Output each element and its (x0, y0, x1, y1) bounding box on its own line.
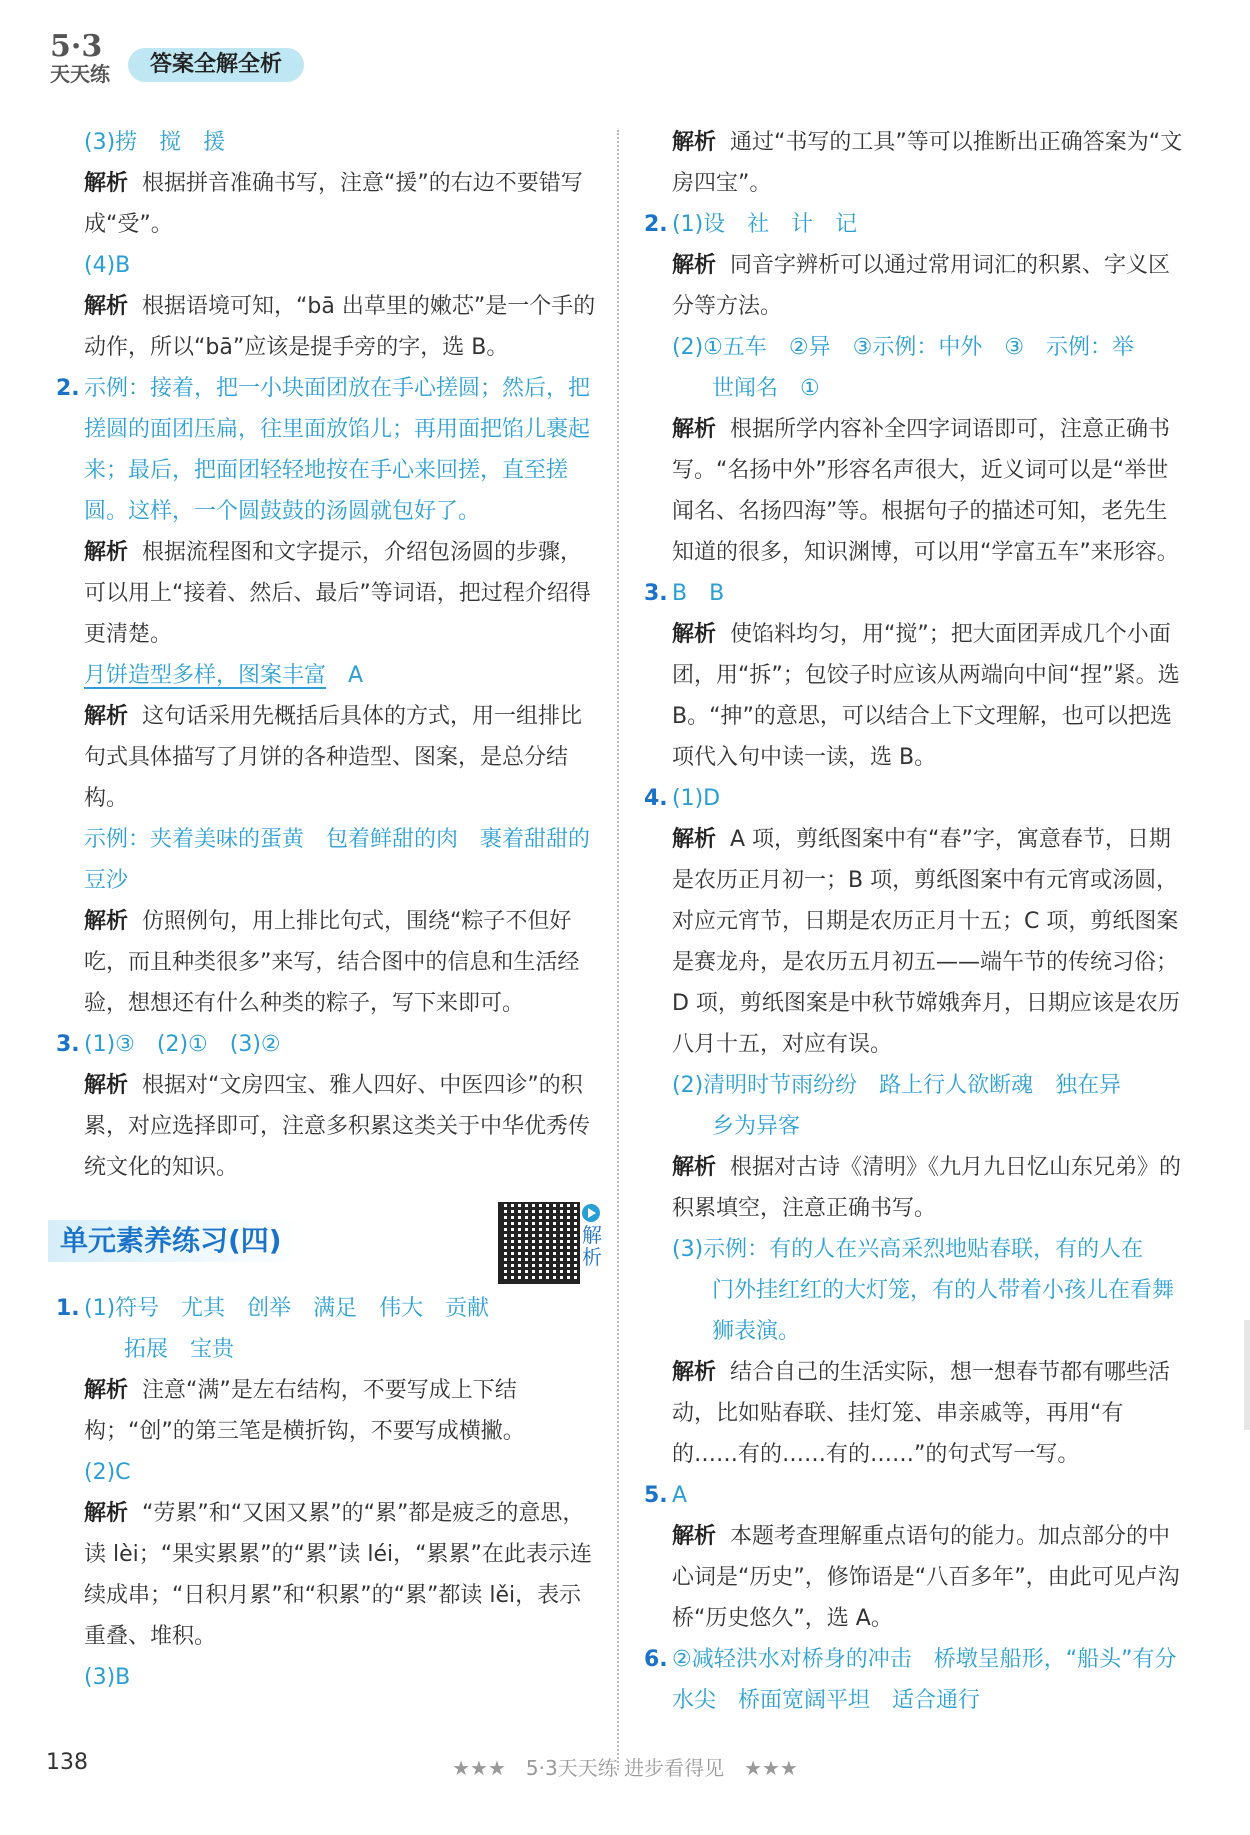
explanation (84, 532, 599, 655)
column-divider (617, 130, 619, 1770)
header-title: 答案全解全析 (128, 48, 304, 82)
line-text: (3)捞 搅 援 (84, 130, 226, 155)
answer-line (84, 819, 599, 901)
qr-code (498, 1202, 580, 1284)
answer-continuation: 乡为异客 (712, 1114, 801, 1139)
explanation (672, 1352, 1187, 1475)
explanation-tag: 解析 (672, 827, 717, 852)
line-text: A 项，剪纸图案中有“春”字，寓意春节，日期是农历正月初一；B 项，剪纸图案中有元宵或汤圆，对应元宵节，日期是农历正月十五；C 项，剪纸图案是赛龙舟，是农历五月初五——端午节的传统习俗；D 项，剪纸图案是中秋节嫦娥奔月，日期应该是农历八月十五，对应有误。 (672, 827, 1180, 1057)
explanation-tag: 解析 (672, 1360, 717, 1385)
answer-line (56, 1288, 599, 1329)
line-text: 示例：接着，把一小块面团放在手心搓圆；然后，把搓圆的面团压扁，往里面放馅儿；再用面把馅儿裹起来；最后，把面团轻轻地按在手心来回搓，直至搓圆。这样，一个圆鼓鼓的汤圆就包好了。 (84, 376, 591, 524)
line-text: 注意“满”是左右结构，不要写成上下结构；“创”的第三笔是横折钩，不要写成横撇。 (84, 1378, 525, 1444)
answer-line (84, 1452, 599, 1493)
explanation-tag: 解析 (84, 540, 129, 565)
line-text: A (326, 663, 364, 688)
line-text: 结合自己的生活实际，想一想春节都有哪些活动，比如贴春联、挂灯笼、串亲戚等，再用“有的……有的……有的……”的句式写一写。 (672, 1360, 1171, 1467)
answer-line (84, 245, 599, 286)
answer-line (644, 778, 1187, 819)
line-text: (1)③ (2)① (3)② (84, 1032, 281, 1057)
section-header (48, 1202, 602, 1282)
answer-continuation: 门外挂红红的大灯笼，有的人带着小孩儿在看舞狮表演。 (712, 1278, 1175, 1344)
answer-continuation: 世闻名 ① (712, 376, 820, 401)
line-text: (2)清明时节雨纷纷 路上行人欲断魂 独在异 (672, 1073, 1122, 1098)
explanation (84, 1370, 599, 1452)
explanation-tag: 解析 (84, 909, 129, 934)
answer-line (644, 573, 1187, 614)
page-number: 138 (46, 1750, 88, 1775)
underlined-answer: 月饼造型多样，图案丰富 (84, 663, 327, 688)
question-number: 4. (644, 786, 668, 811)
answer-continuation: 拓展 宝贵 (124, 1337, 235, 1362)
explanation (672, 122, 1187, 204)
answer-line (56, 1024, 599, 1065)
line-text: (1)设 社 计 记 (672, 212, 858, 237)
line-text: 根据流程图和文字提示，介绍包汤圆的步骤，可以用上“接着、然后、最后”等词语，把过程介绍得更清楚。 (84, 540, 591, 647)
explanation-tag: 解析 (672, 1524, 717, 1549)
question-number: 5. (644, 1483, 668, 1508)
line-text: 根据所学内容补全四字词语即可，注意正确书写。“名扬中外”形容名声很大，近义词可以是“举世闻名、名扬四海”等。根据句子的描述可知，老先生知道的很多，知识渊博，可以用“学富五车”来形容。 (672, 417, 1179, 565)
answer-line (672, 1229, 1187, 1270)
answer-line (84, 655, 599, 696)
play-icon (582, 1204, 600, 1222)
answer-line (672, 1065, 1187, 1106)
footer-slogan: ★★★ 5·3天天练 进步看得见 ★★★ (452, 1756, 798, 1780)
explanation-tag: 解析 (84, 294, 129, 319)
line-text: (1)D (672, 786, 721, 811)
answer-line (56, 368, 599, 532)
line-text: (2)C (84, 1460, 131, 1485)
answer-line (644, 1639, 1187, 1721)
explanation-tag: 解析 (672, 417, 717, 442)
line-text: ②减轻洪水对桥身的冲击 桥墩呈船形，“船头”有分水尖 桥面宽阔平坦 适合通行 (672, 1647, 1177, 1713)
question-number: 2. (644, 212, 668, 237)
explanation-tag: 解析 (84, 1378, 129, 1403)
line-text: (3)B (84, 1665, 131, 1690)
line-text: B B (672, 581, 725, 606)
line-text: (2)①五车 ②异 ③示例：中外 ③ 示例：举 (672, 335, 1135, 360)
page-header (50, 30, 330, 90)
answer-line (644, 1475, 1187, 1516)
explanation-tag: 解析 (84, 1501, 129, 1526)
question-number: 2. (56, 376, 80, 401)
left-column (56, 122, 602, 1698)
line-text: 通过“书写的工具”等可以推断出正确答案为“文房四宝”。 (672, 130, 1183, 196)
line-text: 本题考查理解重点语句的能力。加点部分的中心词是“历史”，修饰语是“八百多年”，由此可见卢沟桥“历史悠久”，选 A。 (672, 1524, 1180, 1631)
line-text: 同音字辨析可以通过常用词汇的积累、字义区分等方法。 (672, 253, 1171, 319)
explanation (84, 163, 599, 245)
line-text: 示例：夹着美味的蛋黄 包着鲜甜的肉 裹着甜甜的豆沙 (84, 827, 591, 893)
section-title: 单元素养练习(四) (48, 1220, 300, 1262)
explanation-tag: 解析 (672, 130, 717, 155)
line-text: A (672, 1483, 688, 1508)
line-text: “劳累”和“又困又累”的“累”都是疲乏的意思，读 lèi；“果实累累”的“累”读 léi，“累累”在此表示连续成串；“日积月累”和“积累”的“累”都读 lěi，表示重叠、堆积。 (84, 1501, 592, 1649)
line-text: 根据拼音准确书写，注意“援”的右边不要错写成“受”。 (84, 171, 583, 237)
explanation-tag: 解析 (672, 622, 717, 647)
explanation-tag: 解析 (84, 1073, 129, 1098)
question-number: 6. (644, 1647, 668, 1672)
explanation (84, 1493, 599, 1657)
line-text: 这句话采用先概括后具体的方式，用一组排比句式具体描写了月饼的各种造型、图案，是总分结构。 (84, 704, 583, 811)
explanation-tag: 解析 (672, 253, 717, 278)
question-number: 3. (56, 1032, 80, 1057)
answer-line (84, 1657, 599, 1698)
line-text: 仿照例句，用上排比句式，围绕“粽子不但好吃，而且种类很多”来写，结合图中的信息和生活经验，想想还有什么种类的粽子，写下来即可。 (84, 909, 580, 1016)
edge-tab (1244, 1320, 1250, 1430)
line-text: (3)示例：有的人在兴高采烈地贴春联，有的人在 (672, 1237, 1144, 1262)
qr-label-text: 解析 (582, 1223, 602, 1269)
explanation (672, 1147, 1187, 1229)
answer-line (84, 122, 599, 163)
explanation (84, 696, 599, 819)
explanation (672, 245, 1187, 327)
line-text: 根据对古诗《清明》《九月九日忆山东兄弟》的积累填空，注意正确书写。 (672, 1155, 1182, 1221)
line-text: 使馅料均匀，用“搅”；把大面团弄成几个小面团，用“拆”；包饺子时应该从两端向中间“捏”紧。选 B。“抻”的意思，可以结合上下文理解，也可以把选项代入句中读一读，选 B。 (672, 622, 1180, 770)
question-number: 1. (56, 1296, 80, 1321)
explanation (84, 901, 599, 1024)
explanation-tag: 解析 (672, 1155, 717, 1180)
explanation (84, 1065, 599, 1188)
explanation (672, 409, 1187, 573)
explanation (84, 286, 599, 368)
line-text: (4)B (84, 253, 131, 278)
answer-line (672, 327, 1187, 368)
line-text: (1)符号 尤其 创举 满足 伟大 贡献 (84, 1296, 490, 1321)
explanation-tag: 解析 (84, 704, 129, 729)
explanation-tag: 解析 (84, 171, 129, 196)
right-column (644, 122, 1187, 1721)
qr-label (582, 1204, 608, 1268)
line-text: 根据语境可知，“bā 出草里的嫩芯”是一个手的动作，所以“bā”应该是提手旁的字，选 B。 (84, 294, 596, 360)
explanation (672, 614, 1187, 778)
line-text: 根据对“文房四宝、雅人四好、中医四诊”的积累，对应选择即可，注意多积累这类关于中华优秀传统文化的知识。 (84, 1073, 591, 1180)
brand-logo: 5·3 天天练 (50, 29, 110, 86)
explanation (672, 819, 1187, 1065)
answer-line (644, 204, 1187, 245)
explanation (672, 1516, 1187, 1639)
question-number: 3. (644, 581, 668, 606)
